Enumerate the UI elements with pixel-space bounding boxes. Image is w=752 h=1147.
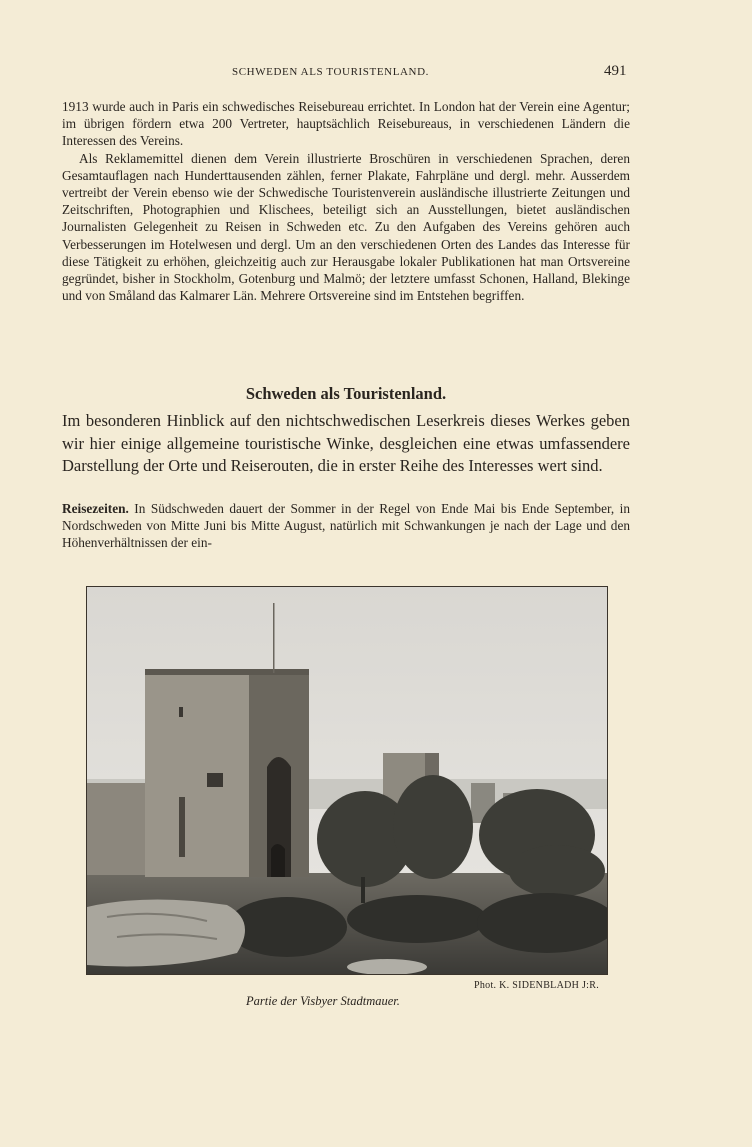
- paragraph: Als Reklamemittel dienen dem Verein illustrierte Broschüren in verschiedenen Sprachen, deren Gesamtauflagen nach Hunderttausenden zählen, ferner Plakate, Fahrpläne und dergl. mehr. Ausserdem vertreibt der Verein ebenso wie der Schwedische Touristenverein ausländische illustrierte Zeitungen und Zeitschriften, Photographien und Klischees, beteiligt sich an Ausstellungen, bietet ausländischen Journalisten Gelegenheit zu Reisen in Schweden etc. Zu den Aufgaben des Vereins gehören auch Verbesserungen im Hotelwesen und dergl. Um an den verschiedenen Orten des Landes das Interesse für diese Tätigkeit zu erhöhen, gleichzeitig auch zur Herausgabe lokaler Publikationen hat man Ortsvereine gegründet, bisher in Stockholm, Gotenburg und Malmö; der letztere umfasst Schonen, Halland, Blekinge und von Småland das Kalmarer Län. Mehrere Ortsvereine sind im Entstehen begriffen.: [62, 150, 630, 304]
- section-heading: Schweden als Touristenland.: [245, 384, 447, 403]
- visby-wall-photo: [87, 587, 607, 974]
- subsection-paragraph: [62, 500, 630, 552]
- subsection-text: In Südschweden dauert der Sommer in der Regel von Ende Mai bis Ende September, in Nordschweden von Mitte Juni bis Mitte August, natürlich mit Schwankungen je nach der Lage und den Höhenverhältnissen der ein-: [62, 501, 631, 551]
- photo-credit: Phot. K. SIDENBLADH J:R.: [474, 980, 599, 991]
- figure-caption: Partie der Visbyer Stadtmauer.: [246, 994, 400, 1008]
- subsection-label: Reisezeiten.: [62, 501, 129, 516]
- photograph: [86, 586, 608, 975]
- page-number: 491: [604, 63, 627, 79]
- flagpole: [273, 603, 275, 673]
- paragraph: 1913 wurde auch in Paris ein schwedisches Reisebureau errichtet. In London hat der Verein eine Agentur; im übrigen fördern etwa 200 Vertreter, hauptsächlich Reisebureaus, in verschiedenen Ländern die Interessen des Vereins.: [62, 99, 630, 149]
- lead-text: Im besonderen Hinblick auf den nichtschwedischen Leserkreis dieses Werkes geben wir hier einige allgemeine touristische Winke, desgleichen eine etwas umfassendere Darstellung der Orte und Reiserouten, die in erster Reihe des Interesses wert sind.: [62, 411, 630, 475]
- main-tower: [145, 669, 309, 877]
- lead-paragraph: [62, 410, 630, 478]
- rocks: [87, 899, 245, 966]
- running-head: SCHWEDEN ALS TOURISTENLAND.: [232, 66, 429, 78]
- body-text: [62, 98, 630, 304]
